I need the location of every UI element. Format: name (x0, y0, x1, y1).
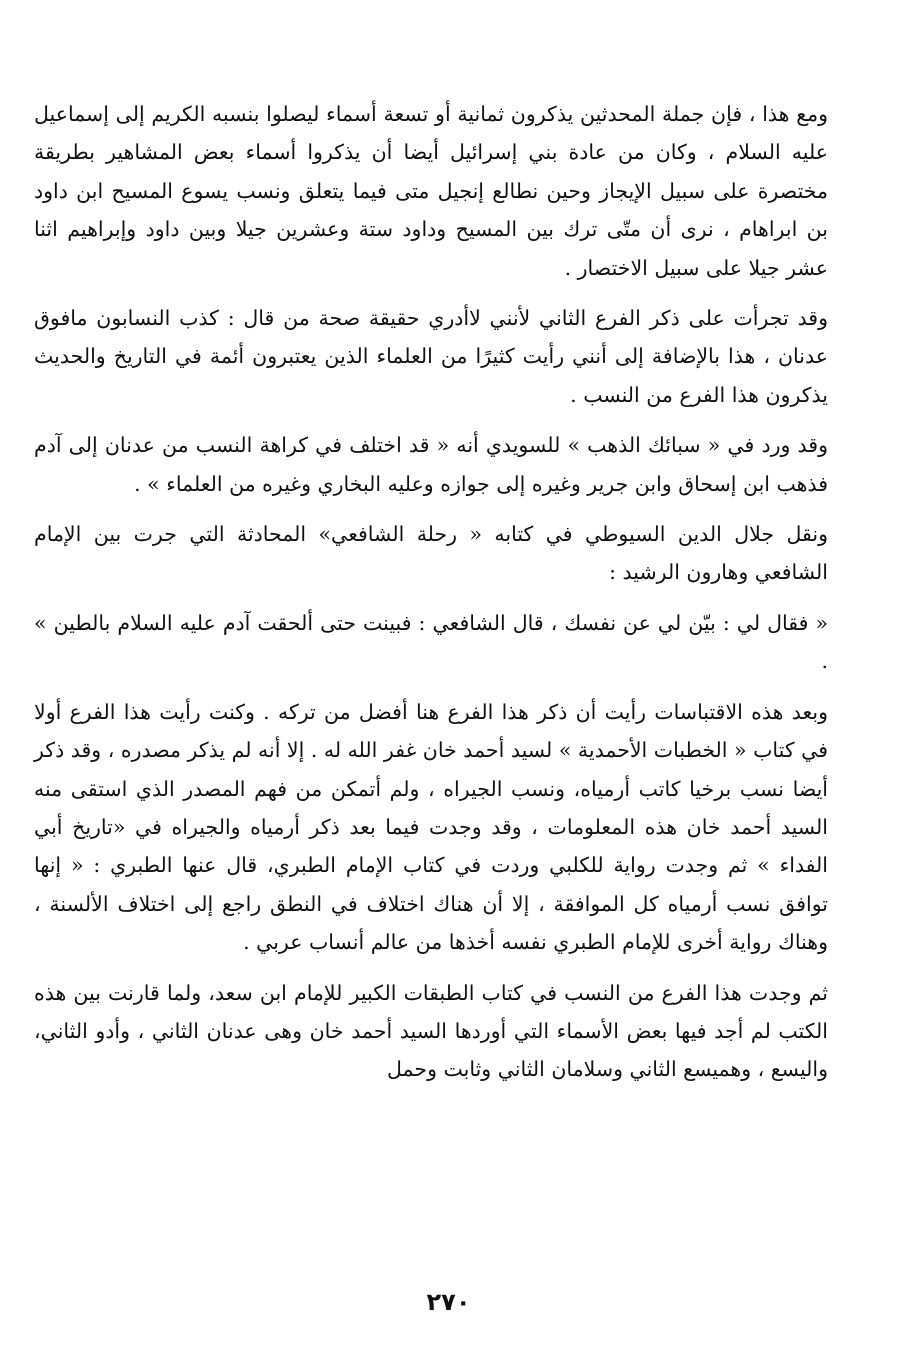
paragraph-4: ونقل جلال الدين السيوطي في كتابه « رحلة الشافعي» المحادثة التي جرت بين الإمام الشافعي وهارون الرشيد : (34, 522, 828, 585)
paragraph-2: وقد تجرأت على ذكر الفرع الثاني لأنني لاأدري حقيقة صحة من قال : كذب النسابون مافوق عدنان ، هذا بالإضافة إلى أنني رأيت كثيرًا من العلماء الذين يعتبرون أئمة في التاريخ والحديث يذكرون هذا الفرع من النسب . (34, 306, 828, 407)
paragraph-1: ومع هذا ، فإن جملة المحدثين يذكرون ثمانية أو تسعة أسماء ليصلوا بنسبه الكريم إلى إسماعيل عليه السلام ، وكان من عادة بني إسرائيل أيضا أن يذكروا أسماء بعض المشاهير بطريقة مختصرة على سبيل الإيجاز وحين نطالع إنجيل متى فيما يتعلق ونسب يسوع المسيح ابن داود بن ابراهام ، نرى أن متّى ترك بين المسيح وداود ستة وعشرين جيلا وبين داود وإبراهيم اثنا عشر جيلا على سبيل الاختصار . (34, 102, 828, 280)
paragraph-3: وقد ورد في « سبائك الذهب » للسويدي أنه « قد اختلف في كراهة النسب من عدنان إلى آدم فذهب ابن إسحاق وابن جرير وغيره إلى جوازه وعليه البخاري وغيره من العلماء » . (34, 433, 828, 496)
paragraph-7: ثم وجدت هذا الفرع من النسب في كتاب الطبقات الكبير للإمام ابن سعد، ولما قارنت بين هذه الكتب لم أجد فيها بعض الأسماء التي أوردها السيد أحمد خان وهى عدنان الثاني ، وأدو الثاني، واليسع ، وهميسع الثاني وسلامان الثاني وثابت وحمل (34, 980, 828, 1082)
page-number: ٢٧٠ (426, 1288, 471, 1316)
paragraph-5-quote: « فقال لي : بيّن لي عن نفسك ، قال الشافعي : فبينت حتى ألحقت آدم عليه السلام بالطين » . (34, 610, 828, 674)
page-body (34, 95, 828, 1295)
paragraph-6: وبعد هذه الاقتباسات رأيت أن ذكر هذا الفرع هنا أفضل من تركه . وكنت رأيت هذا الفرع أولا في كتاب « الخطبات الأحمدية » لسيد أحمد خان غفر الله له . إلا أنه لم يذكر مصدره ، وقد ذكر أيضا نسب برخيا كاتب أرمياه، ونسب الجيراه ، ولم أتمكن من فهم المصدر الذي استقى منه السيد أحمد خان هذه المعلومات ، وقد وجدت فيما بعد ذكر أرمياه والجيراه في «تاريخ أبي الفداء » ثم وجدت رواية للكلبي وردت في كتاب الإمام الطبري، قال عنها الطبري : « إنها توافق نسب أرمياه كل الموافقة ، إلا أن هناك اختلاف في النطق راجع إلى اختلاف الألسنة ، وهناك رواية أخرى للإمام الطبري نفسه أخذها من عالم أنساب عربي . (34, 699, 828, 955)
